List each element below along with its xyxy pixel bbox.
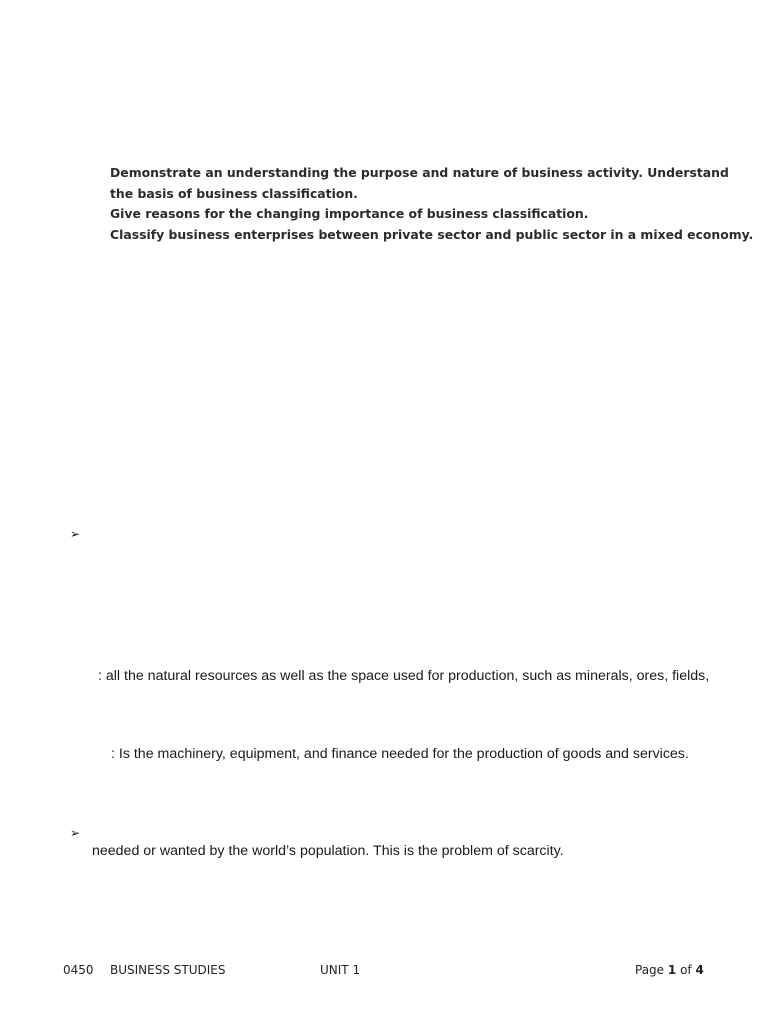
capital-definition-text: : Is the machinery, equipment, and finance needed for the production of goods and services.	[111, 746, 689, 762]
footer-course-code: 0450	[63, 963, 94, 977]
arrow-bullet-icon: ➢	[70, 826, 81, 840]
objective-line: the basis of business classification.	[110, 185, 358, 201]
land-definition-text: : all the natural resources as well as the space used for production, such as minerals, ores, fields,	[98, 668, 710, 684]
page-total: 4	[695, 963, 704, 977]
objective-line: Give reasons for the changing importance of business classification.	[110, 206, 589, 221]
objective-line: Demonstrate an understanding the purpose and nature of business activity. Understand	[110, 165, 729, 180]
page-current: 1	[667, 963, 677, 977]
footer-subject: BUSINESS STUDIES	[110, 963, 226, 977]
scarcity-text: needed or wanted by the world’s population. This is the problem of scarcity.	[92, 843, 564, 859]
learning-objectives	[110, 163, 754, 245]
objective-line: Classify business enterprises between private sector and public sector in a mixed economy.	[110, 226, 754, 242]
arrow-bullet-icon: ➢	[70, 527, 81, 541]
page-of: of	[680, 963, 692, 977]
footer-page-number	[635, 963, 704, 977]
page-prefix: Page	[635, 963, 665, 977]
footer-unit: UNIT 1	[320, 963, 361, 977]
